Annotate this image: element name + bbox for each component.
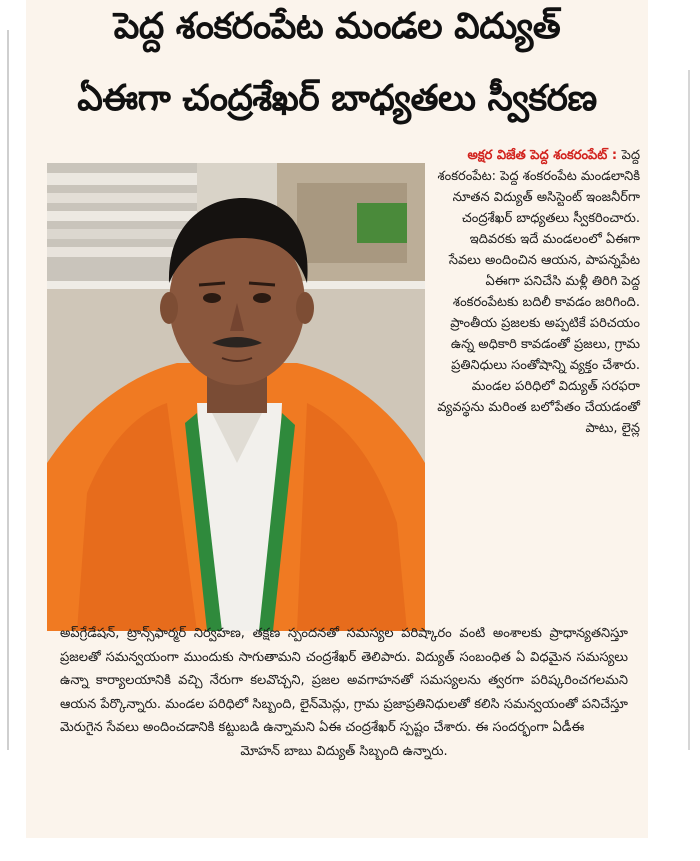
left-column-rule: [7, 30, 9, 750]
column-paragraph: పెద్ద శంకరంపేట: పెద్ద శంకరంపేట మండలానికి నూతన విద్యుత్ అసిస్టెంట్ ఇంజనీర్‌గా చంద్రశేఖర్ బాధ్యతలు స్వీకరించారు. ఇదివరకు ఇదే మండలంలో ఏఈగా సేవలు అందించిన ఆయన, పాపన్నపేట ఏఈగా పనిచేసి మళ్లీ తిరిగి పెద్ద శంకరంపేటకు బదిలీ కావడం జరిగింది. ప్రాంతీయ ప్రజలకు అప్పటికే పరిచయం ఉన్న అధికారి కావడంతో ప్రజలు, గ్రామ ప్రతినిధులు సంతోషాన్ని వ్యక్తం చేశారు. మండల పరిధిలో విద్యుత్ సరఫరా వ్యవస్థను మరింత బలోపేతం చేయడంతో పాటు, లైన్ల: [437, 148, 640, 436]
body-paragraph-end: మోహన్ బాబు విద్యుత్ సిబ్బంది ఉన్నారు.: [240, 743, 448, 759]
body-paragraph: [60, 622, 628, 763]
news-article: [26, 0, 648, 838]
side-column: [434, 145, 640, 439]
body-paragraph-text: అప్‌గ్రేడేషన్, ట్రాన్స్‌ఫార్మర్ నిర్వహణ, తక్షణ స్పందనతో సమస్యల పరిష్కారం వంటి అంశాలకు ప్రాధాన్యతనిస్తూ ప్రజలతో సమన్వయంగా ముందుకు సాగుతామని చంద్రశేఖర్ తెలిపారు. విద్యుత్ సంబంధిత ఏ విధమైన సమస్యలు ఉన్నా కార్యాలయానికి వచ్చి నేరుగా కలవొచ్చని, ప్రజల అవగాహనతో సమస్యలను త్వరగా పరిష్కరించగలమని ఆయన పేర్కొన్నారు. మండల పరిధిలో సిబ్బంది, లైన్‌మెన్లు, గ్రామ ప్రజాప్రతినిధులతో కలిసి సమన్వయంతో పనిచేస్తూ మెరుగైన సేవలు అందించడానికి కట్టుబడి ఉన్నామని ఏఈ చంద్రశేఖర్ స్పష్టం చేశారు. ఈ సందర్భంగా ఏడీఈ: [60, 626, 628, 735]
article-photo: [47, 163, 425, 631]
headline-line-1: పెద్ద శంకరంపేట మండల విద్యుత్: [113, 6, 561, 47]
byline: అక్షర విజేత పెద్ద శంకరంపేట్ :: [467, 148, 622, 163]
headline-line-2: ఏఈగా చంద్రశేఖర్ బాధ్యతలు స్వీకరణ: [77, 78, 597, 119]
right-column-rule: [688, 70, 690, 750]
